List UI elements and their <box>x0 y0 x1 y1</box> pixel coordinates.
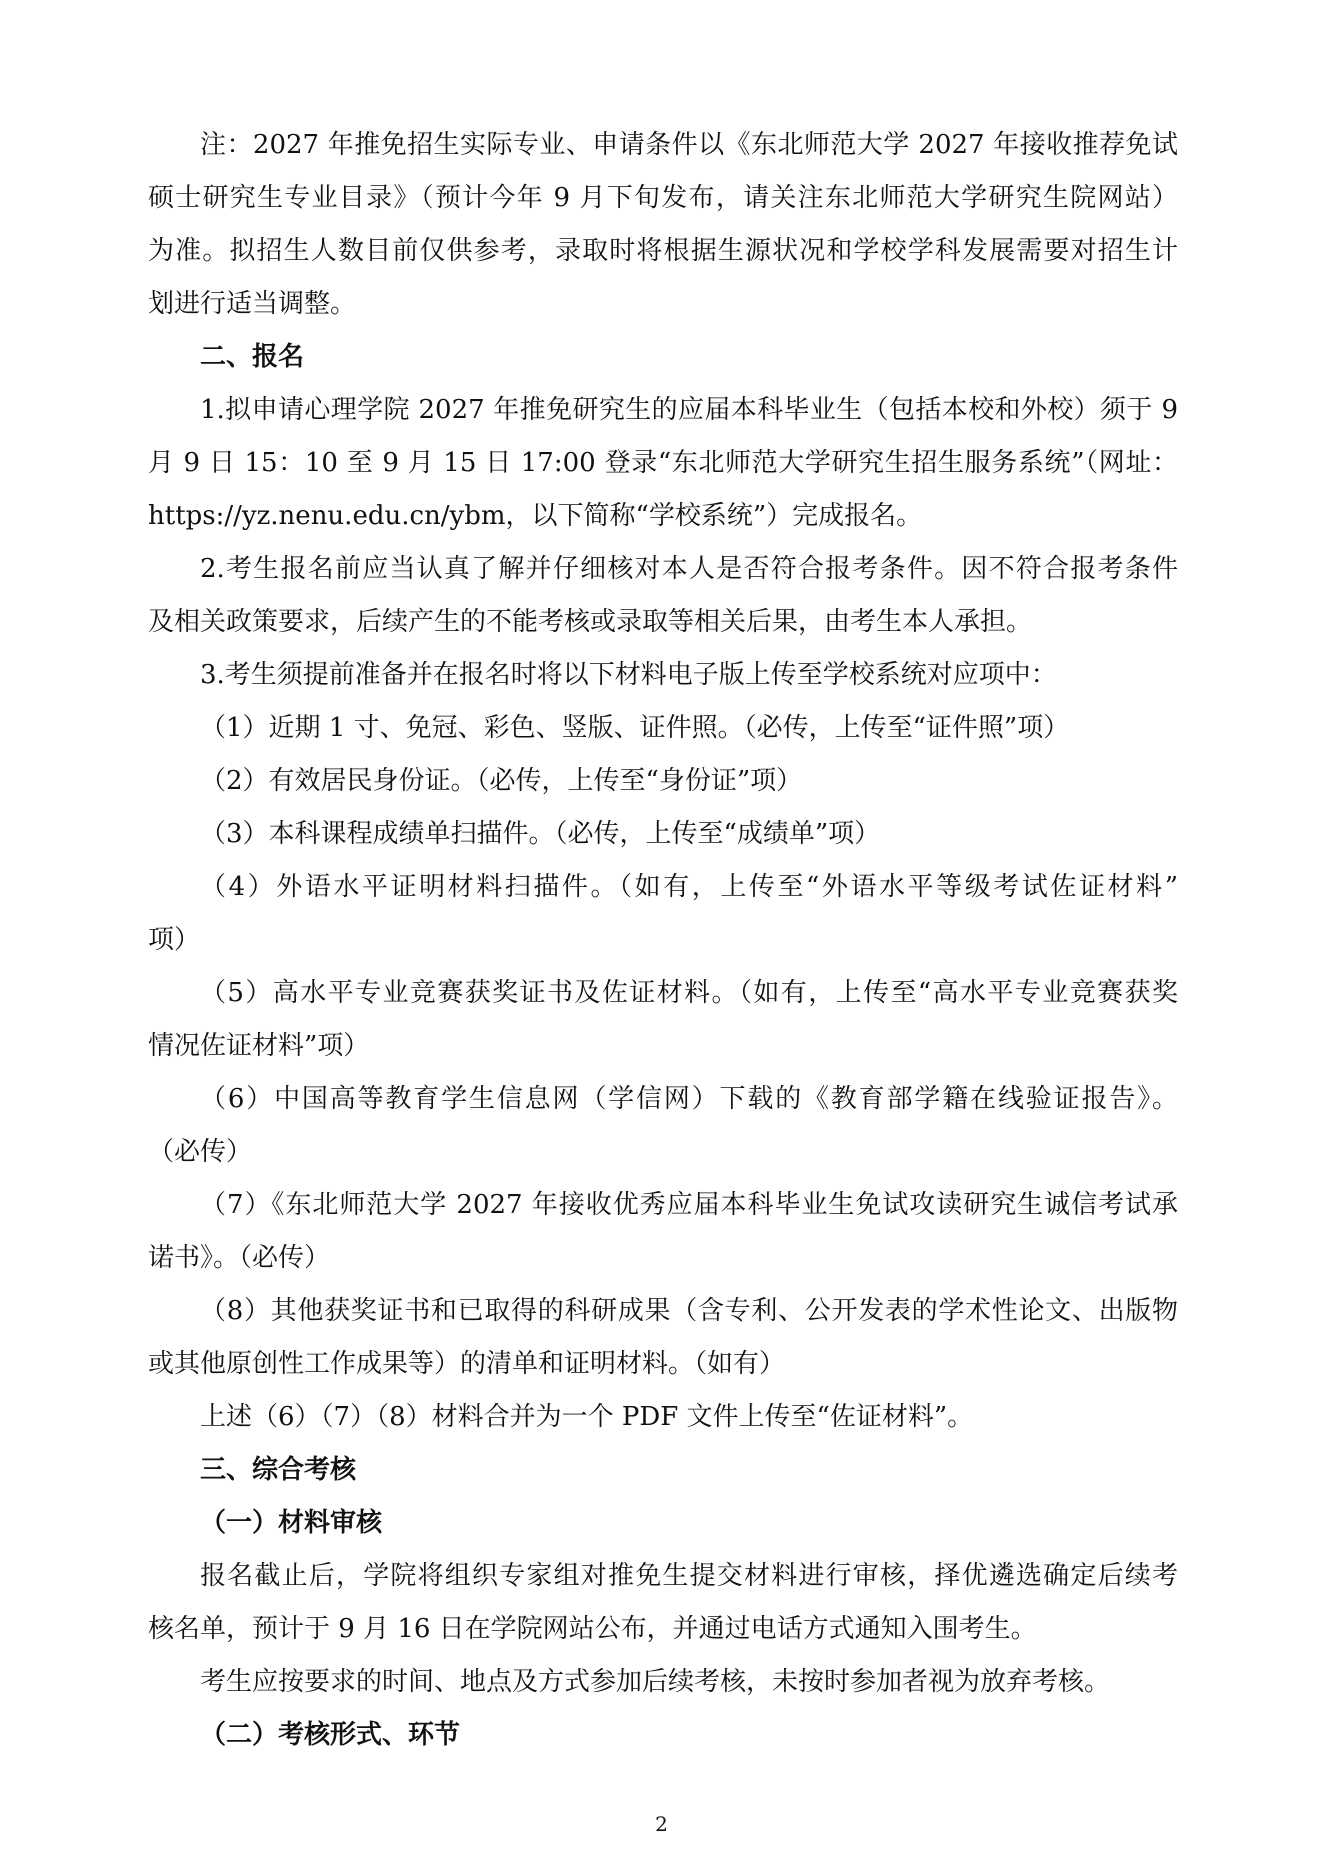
material-review-paragraph-2: 考生应按要求的时间、地点及方式参加后续考核，未按时参加者视为放弃考核。 <box>200 1667 1111 1697</box>
note-line-3: 为准。拟招生人数目前仅供参考，录取时将根据生源状况和学校学科发展需要对招生计 <box>148 236 1178 266</box>
note-line-4: 划进行适当调整。 <box>148 289 357 319</box>
materials-merge-note: 上述（6）（7）（8）材料合并为一个 PDF 文件上传至“佐证材料”。 <box>200 1402 974 1432</box>
material-item-5-line-2: 情况佐证材料”项） <box>148 1031 370 1061</box>
material-item-1: （1）近期 1 寸、免冠、彩色、竖版、证件照。（必传，上传至“证件照”项） <box>200 713 1070 743</box>
material-item-2: （2）有效居民身份证。（必传，上传至“身份证”项） <box>200 766 803 796</box>
material-item-7-line-2: 诺书》。（必传） <box>148 1243 331 1273</box>
material-item-4-line-1: （4）外语水平证明材料扫描件。（如有，上传至“外语水平等级考试佐证材料” <box>200 872 1178 902</box>
material-item-5-line-1: （5）高水平专业竞赛获奖证书及佐证材料。（如有，上传至“高水平专业竞赛获奖 <box>200 978 1178 1008</box>
registration-item-3-line-1: 3.考生须提前准备并在报名时将以下材料电子版上传至学校系统对应项中： <box>200 660 1057 690</box>
registration-item-1-line-1: 1.拟申请心理学院 2027 年推免研究生的应届本科毕业生（包括本校和外校）须于 9 <box>200 395 1178 425</box>
material-item-8-line-2: 或其他原创性工作成果等）的清单和证明材料。（如有） <box>148 1349 786 1379</box>
document-page <box>148 132 1178 1775</box>
page-number: 2 <box>655 1812 668 1836</box>
section-heading-registration: 二、报名 <box>200 342 305 372</box>
note-line-1: 注：2027 年推免招生实际专业、申请条件以《东北师范大学 2027 年接收推荐免试 <box>200 130 1178 160</box>
registration-item-1-line-3: https://yz.nenu.edu.cn/ybm，以下简称“学校系统”）完成报名。 <box>148 501 923 531</box>
registration-item-2-line-2: 及相关政策要求，后续产生的不能考核或录取等相关后果，由考生本人承担。 <box>148 607 1033 637</box>
material-item-4-line-2: 项） <box>148 925 201 955</box>
material-item-8-line-1: （8）其他获奖证书和已取得的科研成果（含专利、公开发表的学术性论文、出版物 <box>200 1296 1178 1326</box>
subsection-heading-assessment-forms: （二）考核形式、环节 <box>200 1720 461 1750</box>
section-heading-assessment: 三、综合考核 <box>200 1455 357 1485</box>
registration-item-1-line-2: 月 9 日 15：10 至 9 月 15 日 17:00 登录“东北师范大学研究生招生服务系统”（网址： <box>148 448 1178 478</box>
registration-item-2-line-1: 2.考生报名前应当认真了解并仔细核对本人是否符合报考条件。因不符合报考条件 <box>200 554 1178 584</box>
material-review-paragraph-1-line-2: 核名单，预计于 9 月 16 日在学院网站公布，并通过电话方式通知入围考生。 <box>148 1614 1037 1644</box>
subsection-heading-material-review: （一）材料审核 <box>200 1508 383 1538</box>
material-item-3: （3）本科课程成绩单扫描件。（必传，上传至“成绩单”项） <box>200 819 881 849</box>
material-item-7-line-1: （7）《东北师范大学 2027 年接收优秀应届本科毕业生免试攻读研究生诚信考试承 <box>200 1190 1178 1220</box>
material-item-6-line-2: （必传） <box>148 1137 253 1167</box>
material-review-paragraph-1-line-1: 报名截止后，学院将组织专家组对推免生提交材料进行审核，择优遴选确定后续考 <box>200 1561 1178 1591</box>
note-line-2: 硕士研究生专业目录》（预计今年 9 月下旬发布，请关注东北师范大学研究生院网站） <box>148 183 1178 213</box>
material-item-6-line-1: （6）中国高等教育学生信息网（学信网）下载的《教育部学籍在线验证报告》。 <box>200 1084 1178 1114</box>
